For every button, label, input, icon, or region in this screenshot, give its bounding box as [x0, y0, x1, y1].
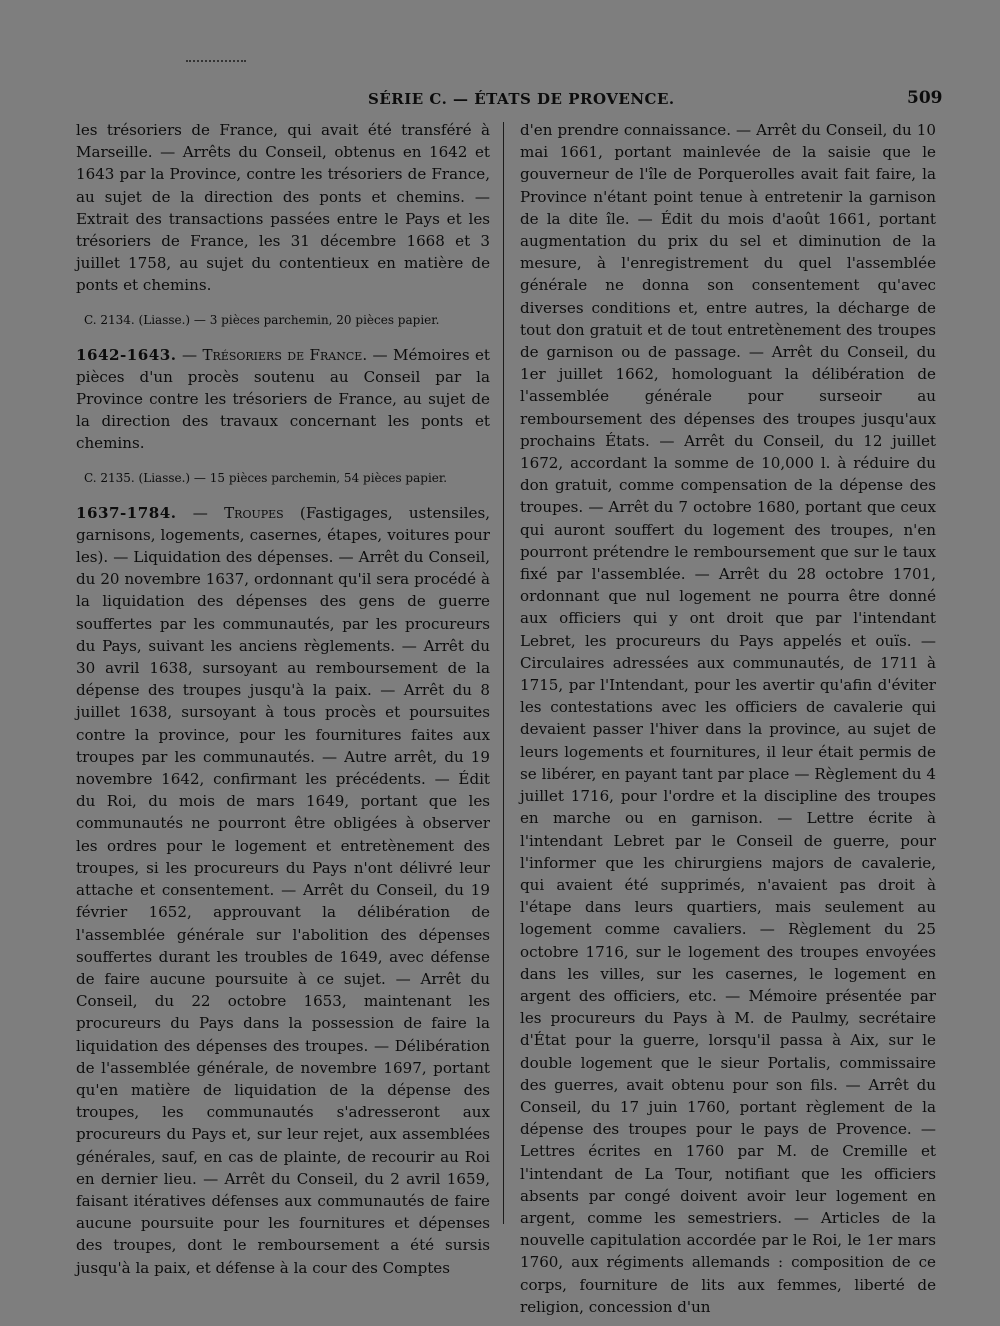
entry-title: — Trésoriers de France.: [176, 345, 368, 364]
archive-reference-2134: C. 2134. (Liasse.) — 3 pièces parchemin, 20 pièces papier.: [84, 312, 440, 327]
entry-text: (Fastigages, ustensiles, garnisons, logements, casernes, étapes, voitures pour les). — Liquidation des dépenses. — Arrêt du Conseil, du 20 novembre 1637, ordonnant qu'il sera procédé à la liquidation des dépenses des gens de guerre souffertes par les communautés, par les procureurs du Pays, suivant les anciens règlements. — Arrêt du 30 avril 1638, sursoyant au remboursement de la dépense des troupes jusqu'à la paix. — Arrêt du 8 juillet 1638, sursoyant à tous procès et poursuites contre la province, pour les fournitures faites aux troupes par les communautés. — Autre arrêt, du 19 novembre 1642, confirmant les précédents. — Édit du Roi, du mois de mars 1649, portant que les communautés ne pourront être obligées à observer les ordres pour le logement et entretènement des troupes, si les procureurs du Pays n'ont délivré leur attache et consentement. — Arrêt du Conseil, du 19 février 1652, approuvant la délibération de l'assemblée générale sur l'abolition des dépenses souffertes durant les troubles de 1649, avec défense de faire aucune poursuite à ce sujet. — Arrêt du Conseil, du 22 octobre 1653, maintenant les procureurs du Pays dans la possession de faire la liquidation des dépenses des troupes. — Délibération de l'assemblée générale, de novembre 1697, portant qu'en matière de liquidation de la dépense des troupes, les communautés s'adresseront aux procureurs du Pays et, sur leur rejet, aux assemblées générales, sauf, en cas de plainte, de recourir au Roi en dernier lieu. — Arrêt du Conseil, du 2 avril 1659, faisant itératives défenses aux communautés de faire aucune poursuite pour les fournitures et dépenses des troupes, dont le remboursement a été sursis jusqu'à la paix, et défense à la cour des Comptes: [76, 503, 490, 1277]
left-column: [76, 119, 490, 1279]
entry-2135: [76, 344, 490, 455]
column-divider: [503, 122, 504, 1224]
scan-speck: [186, 60, 246, 64]
entry-date: 1637-1784.: [76, 503, 177, 522]
right-column: [520, 119, 936, 1318]
entry-continuation: les trésoriers de France, qui avait été transféré à Marseille. — Arrêts du Conseil, obtenus en 1642 et 1643 par la Province, contre les trésoriers de France, au sujet de la direction des ponts et chemins. — Extrait des transactions passées entre le Pays et les trésoriers de France, les 31 décembre 1668 et 3 juillet 1758, au sujet du contentieux en matière de ponts et chemins.: [76, 121, 490, 295]
page-number: 509: [907, 88, 943, 108]
entry-troupes: [76, 502, 490, 1279]
entry-date: 1642-1643.: [76, 345, 177, 364]
entry-continuation-right: d'en prendre connaissance. — Arrêt du Conseil, du 10 mai 1661, portant mainlevée de la saisie que le gouverneur de l'île de Porquerolles avait fait faire, la Province n'étant point tenue à entretenir la garnison de la dite île. — Édit du mois d'août 1661, portant augmentation du prix du sel et diminution de la mesure, à l'enregistrement du quel l'assemblée générale ne donna son consentement qu'avec diverses conditions et, entre autres, la décharge de tout don gratuit et de tout entretènement des troupes de garnison ou de passage. — Arrêt du Conseil, du 1er juillet 1662, homologuant la délibération de l'assemblée générale pour surseoir au remboursement des dépenses des troupes jusqu'aux prochains États. — Arrêt du Conseil, du 12 juillet 1672, accordant la somme de 10,000 l. à réduire du don gratuit, comme compensation de la dépense des troupes. — Arrêt du 7 octobre 1680, portant que ceux qui auront souffert du logement des troupes, n'en pourront prétendre le remboursement que sur le taux fixé par l'assemblée. — Arrêt du 28 octobre 1701, ordonnant que nul logement ne pourra être donné aux officiers qui y ont droit que par l'intendant Lebret, les procureurs du Pays appelés et ouïs. — Circulaires adressées aux communautés, de 1711 à 1715, par l'Intendant, pour les avertir qu'afin d'éviter les contestations avec les officiers de cavalerie qui devaient passer l'hiver dans la province, au sujet de leurs logements et fournitures, il leur était permis de se libérer, en payant tant par place — Règlement du 4 juillet 1716, pour l'ordre et la discipline des troupes en marche ou en garnison. — Lettre écrite à l'intendant Lebret par le Conseil de guerre, pour l'informer que les chirurgiens majors de cavalerie, qui avaient été supprimés, n'avaient pas droit à l'étape dans leurs quartiers, mais seulement au logement comme cavaliers. — Règlement du 25 octobre 1716, sur le logement des troupes envoyées dans les villes, sur les casernes, le logement en argent des officiers, etc. — Mémoire présentée par les procureurs du Pays à M. de Paulmy, secrétaire d'État pour la guerre, lorsqu'il passa à Aix, sur le double logement que le sieur Portalis, commissaire des guerres, avait obtenu pour son fils. — Arrêt du Conseil, du 17 juin 1760, portant règlement de la dépense des troupes pour le pays de Provence. — Lettres écrites en 1760 par M. de Cremille et l'intendant de La Tour, notifiant que les officiers absents par congé doivent avoir leur logement en argent, comme les semestriers. — Articles de la nouvelle capitulation accordée par le Roi, le 1er mars 1760, aux régiments allemands : composition de ce corps, fourniture de lits aux femmes, liberté de religion, concession d'un: [520, 121, 936, 1316]
entry-title: — Troupes: [176, 503, 284, 522]
archive-reference-2135: C. 2135. (Liasse.) — 15 pièces parchemin, 54 pièces papier.: [84, 470, 448, 485]
entry-text: — Mémoires et pièces d'un procès soutenu au Conseil par la Province contre les trésoriers de France, au sujet de la direction des travaux concernant les ponts et chemins.: [76, 345, 490, 453]
running-title: SÉRIE C. — ÉTATS DE PROVENCE.: [368, 90, 675, 108]
page-header: [0, 86, 1000, 114]
